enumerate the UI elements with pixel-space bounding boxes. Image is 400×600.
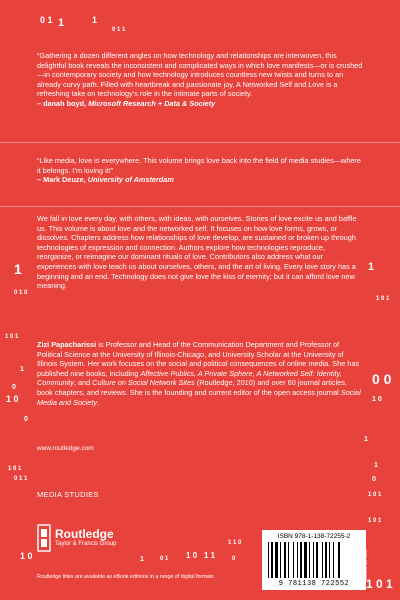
quote-author: – Mark Deuze, xyxy=(37,175,88,185)
barcode-bar xyxy=(300,542,302,578)
binary-digits: 1 0 xyxy=(20,551,33,561)
binary-digits: 1 0 1 xyxy=(368,518,382,524)
binary-digits: 1 xyxy=(14,261,22,277)
binary-digits: 0 1 xyxy=(160,556,169,562)
bio-text: , and xyxy=(73,378,93,388)
barcode-bar xyxy=(316,542,318,578)
author-bio xyxy=(37,340,363,407)
binary-digits: 0 1 xyxy=(40,15,53,25)
bio-book-titles: Affective Publics, A Private Sphere, A Networked Self: Identity, Community xyxy=(37,368,342,388)
routledge-logo-icon xyxy=(37,524,51,552)
spine-label: ROUTLEDGE xyxy=(361,550,367,582)
bio-text: . xyxy=(97,397,100,407)
barcode-bar xyxy=(280,542,281,578)
bio-text: (Routledge, 2010) and over 60 journal articles, book chapters, and reviews. She is the founding and current editor of the open access journal xyxy=(37,378,347,397)
binary-digits: 1 xyxy=(140,556,144,563)
binary-digits: 1 xyxy=(20,366,24,373)
ebook-note: Routledge titles are available as eBook editions in a range of digital formats xyxy=(37,574,214,580)
binary-digits: 1 0 xyxy=(372,396,382,403)
subject-category: MEDIA STUDIES xyxy=(37,490,99,499)
barcode-bar xyxy=(293,542,294,578)
divider xyxy=(0,206,400,207)
binary-digits: 1 0 1 xyxy=(368,492,382,498)
barcode-bar xyxy=(288,542,289,578)
bio-journal-title: Social Media and Society xyxy=(37,387,361,407)
barcode-bar xyxy=(313,542,314,578)
binary-digits: 1 xyxy=(364,436,368,443)
quote-text: “Gathering a dozen different angles on how technology and relationships are interwoven, this delightful book reveals the inconsistent and complicated ways in which love manifests—or is crushed—in contemporary society and how technology introduces countless new twists and turns to an already curvy path. Filled with heartbreak and passionate joy, A Networked Self and Love is a refreshing take on technology’s role in the intimate parts of society. xyxy=(37,51,363,99)
publisher-name: Routledge xyxy=(55,527,114,541)
barcode-bar xyxy=(284,542,286,578)
barcode-bar xyxy=(338,542,340,578)
binary-digits: 1 0 xyxy=(186,551,198,560)
binary-digits: 0 xyxy=(12,384,16,391)
binary-digits: 1 0 1 xyxy=(366,577,393,591)
binary-digits: 0 1 1 xyxy=(14,476,28,482)
barcode-bar xyxy=(275,542,278,578)
barcode-bar xyxy=(268,542,269,578)
barcode-bar xyxy=(297,542,298,578)
binary-digits: 1 xyxy=(368,261,375,273)
quote-affiliation: Microsoft Research + Data & Society xyxy=(88,98,216,108)
barcode-icon xyxy=(268,542,360,578)
binary-digits: 1 0 xyxy=(6,394,19,404)
binary-digits: 1 1 xyxy=(204,551,216,560)
bio-book-title: Culture on Social Network Sites xyxy=(92,378,195,388)
quote-author: – danah boyd, xyxy=(37,98,89,108)
barcode-bar xyxy=(309,542,310,578)
barcode-bar xyxy=(271,542,273,578)
praise-quote xyxy=(37,51,363,109)
binary-digits: 1 xyxy=(374,462,378,469)
isbn-digits: 9 781138 722552 xyxy=(278,580,350,588)
isbn-barcode xyxy=(262,530,366,590)
barcode-bar xyxy=(322,542,323,578)
binary-digits: 1 0 1 xyxy=(376,296,390,302)
binary-digits: 1 xyxy=(92,15,98,25)
binary-digits: 0 1 1 xyxy=(112,27,126,33)
quote-text: “Like media, love is everywhere. This volume brings love back into the field of media studies—where it belongs. I’m loving it!” xyxy=(37,156,361,175)
barcode-bar xyxy=(325,542,327,578)
binary-digits: 0 1 0 xyxy=(14,290,28,296)
publisher-logo xyxy=(37,524,177,552)
barcode-bar xyxy=(329,542,330,578)
praise-quote xyxy=(37,156,363,185)
quote-affiliation: University of Amsterdam xyxy=(87,175,174,185)
binary-digits: 0 xyxy=(372,476,376,483)
publisher-group: Taylor & Francis Group xyxy=(55,541,117,547)
book-description: We fall in love every day, with others, with ideas, with ourselves. Stories of love excite us and baffle us. This volume is about love and the networked self. It focuses on how love forms, grows, or dissolves. Chapters address how relationships of love develop, are sustained or broken up through technologies of expression and connection. Authors explore how technologies reproduce, reorganize, or reimagine our dominant rituals of love. Contributors also address what our experiences with love teach us about ourselves, others, and the art of living. Every love story has a beginning and an end. Technology does not give love the kiss of eternity; but it can afford love new meaning. xyxy=(37,214,357,291)
binary-digits: 0 xyxy=(232,556,236,562)
publisher-url[interactable]: www.routledge.com xyxy=(37,445,94,452)
binary-digits: 1 1 0 xyxy=(228,540,242,546)
isbn-label: ISBN 978-1-138-72255-2 xyxy=(277,533,351,540)
binary-digits: 0 xyxy=(24,416,28,423)
bio-text: is Professor and Head of the Communication Department and Professor of Political Science at the University of Illinois-Chicago, and University Scholar at the University of Illinois System. Her work focuses on the social and political consequences of online media. She has published nine books, including xyxy=(37,340,360,378)
divider xyxy=(0,142,400,143)
barcode-bar xyxy=(333,542,334,578)
author-name: Zizi Papacharissi xyxy=(37,340,97,349)
barcode-bar xyxy=(304,542,307,578)
binary-digits: 1 0 1 xyxy=(8,466,22,472)
binary-digits: 0 0 xyxy=(372,371,392,387)
binary-digits: 1 0 1 xyxy=(5,334,19,340)
binary-digits: 1 xyxy=(58,17,65,29)
